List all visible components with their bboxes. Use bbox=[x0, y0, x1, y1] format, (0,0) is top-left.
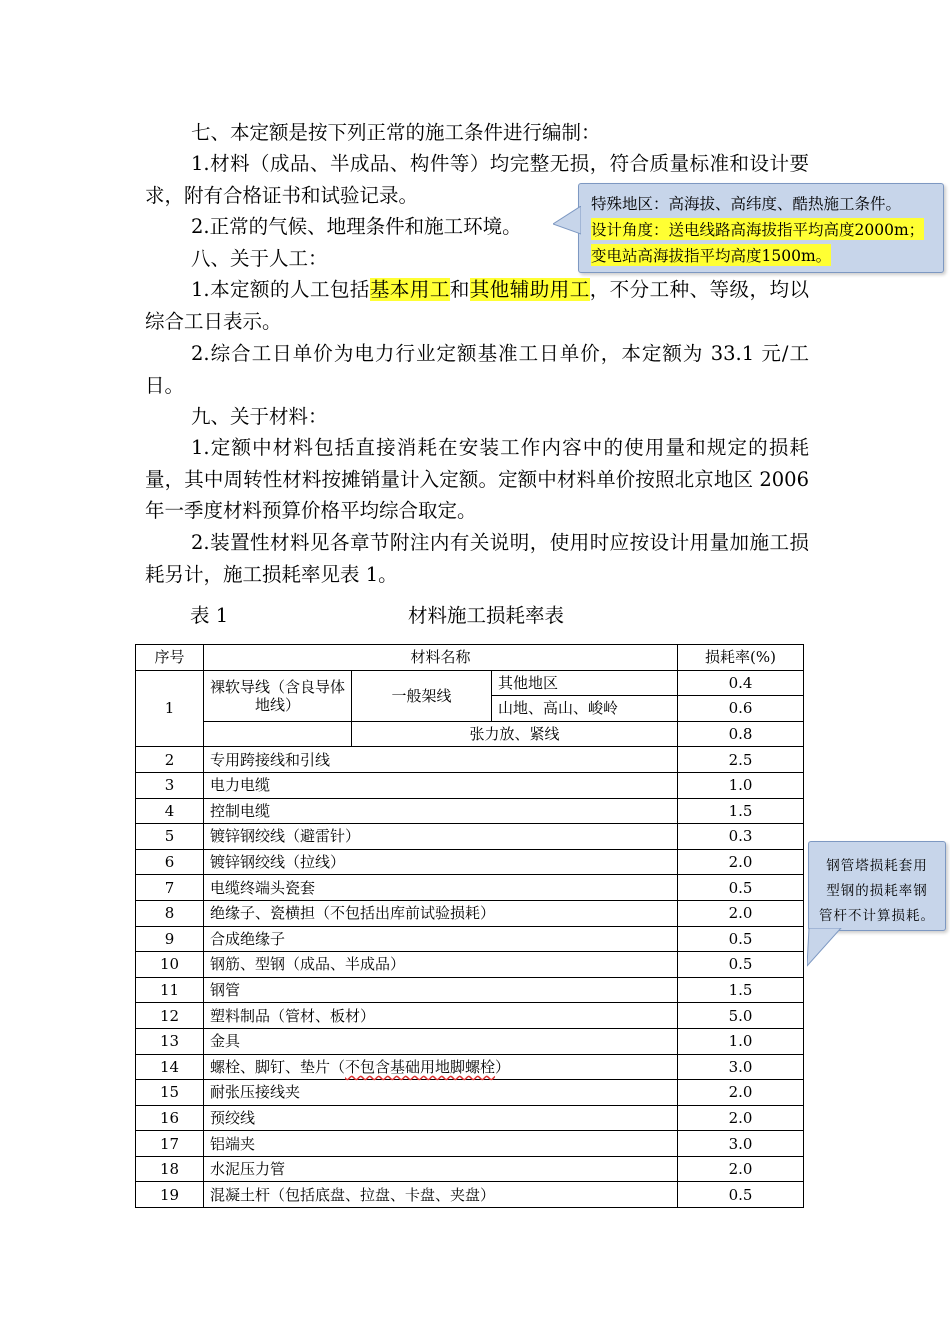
row-rate: 1.0 bbox=[678, 1028, 804, 1054]
row-no: 15 bbox=[136, 1080, 204, 1106]
header-name: 材料名称 bbox=[204, 645, 678, 671]
callout-pointer-icon bbox=[553, 206, 581, 236]
row-no: 6 bbox=[136, 849, 204, 875]
table-row bbox=[136, 1182, 804, 1208]
paragraph-climate-condition: 2.正常的气候、地理条件和施工环境。 bbox=[191, 215, 522, 238]
labor-suffix: ，不分工种、等级，均以综合工日表示。 bbox=[145, 278, 809, 333]
row-no: 18 bbox=[136, 1156, 204, 1182]
paragraph-labor-scope bbox=[145, 274, 809, 337]
callout-steel-pipe bbox=[808, 841, 946, 931]
section-7-heading: 七、本定额是按下列正常的施工条件进行编制： bbox=[191, 121, 601, 144]
table-caption-title: 材料施工损耗率表 bbox=[408, 604, 565, 627]
table-row bbox=[136, 747, 804, 773]
row-name: 混凝土杆（包括底盘、拉盘、卡盘、夹盘） bbox=[204, 1182, 678, 1208]
row1-opt2: 山地、高山、峻岭 bbox=[492, 696, 678, 722]
table-row bbox=[136, 721, 804, 747]
row1-no: 1 bbox=[136, 670, 204, 747]
row1-rate3: 0.8 bbox=[678, 721, 804, 747]
row-no: 8 bbox=[136, 900, 204, 926]
row-no: 17 bbox=[136, 1131, 204, 1157]
row-rate: 2.0 bbox=[678, 849, 804, 875]
row-no: 7 bbox=[136, 875, 204, 901]
row-name: 铝端夹 bbox=[204, 1131, 678, 1157]
table-row bbox=[136, 875, 804, 901]
highlight-aux-labor: 其他辅助用工 bbox=[469, 278, 590, 301]
row14-name-a: 螺栓、脚钉、垫片（ bbox=[210, 1057, 346, 1076]
row-rate: 0.5 bbox=[678, 952, 804, 978]
row-name bbox=[204, 1054, 678, 1080]
paragraph-material-price: 1.定额中材料包括直接消耗在安装工作内容中的使用量和规定的损耗量，其中周转性材料按摊销量计入定额。定额中材料单价按照北京地区 2006 年一季度材料预算价格平均综合取定。 bbox=[145, 436, 809, 523]
row-name: 塑料制品（管材、板材） bbox=[204, 1003, 678, 1029]
row-name: 控制电缆 bbox=[204, 798, 678, 824]
row-rate: 2.0 bbox=[678, 1105, 804, 1131]
paragraph-materials-condition: 1.材料（成品、半成品、构件等）均完整无损，符合质量标准和设计要求，附有合格证书和试验记录。 bbox=[145, 152, 809, 207]
table-row bbox=[136, 900, 804, 926]
row-name: 钢管 bbox=[204, 977, 678, 1003]
row-no: 16 bbox=[136, 1105, 204, 1131]
row-rate: 1.0 bbox=[678, 772, 804, 798]
row-rate: 0.3 bbox=[678, 824, 804, 850]
row-rate: 0.5 bbox=[678, 1182, 804, 1208]
paragraph-labor-price: 2.综合工日单价为电力行业定额基准工日单价，本定额为 33.1 元/工日。 bbox=[145, 342, 809, 397]
row1-rate1: 0.4 bbox=[678, 670, 804, 696]
row-rate: 0.5 bbox=[678, 875, 804, 901]
header-rate: 损耗率(%) bbox=[678, 645, 804, 671]
row-rate: 1.5 bbox=[678, 798, 804, 824]
table-row bbox=[136, 952, 804, 978]
row-rate: 1.5 bbox=[678, 977, 804, 1003]
row-rate: 2.0 bbox=[678, 1156, 804, 1182]
table-row bbox=[136, 1003, 804, 1029]
row1-blank bbox=[204, 721, 352, 747]
row-name: 绝缘子、瓷横担（不包括出库前试验损耗） bbox=[204, 900, 678, 926]
table-row bbox=[136, 926, 804, 952]
row-no: 3 bbox=[136, 772, 204, 798]
row1-name: 裸软导线（含良导体地线） bbox=[204, 670, 352, 721]
table-row bbox=[136, 1028, 804, 1054]
row14-name-underlined: 不包含基础用地脚螺栓 bbox=[345, 1057, 496, 1076]
table-row bbox=[136, 977, 804, 1003]
row1-sub: 一般架线 bbox=[352, 670, 492, 721]
table-caption-label: 表 1 bbox=[190, 604, 229, 627]
row-no: 4 bbox=[136, 798, 204, 824]
row-rate: 3.0 bbox=[678, 1054, 804, 1080]
row-no: 19 bbox=[136, 1182, 204, 1208]
row-name: 合成绝缘子 bbox=[204, 926, 678, 952]
row-name: 镀锌钢绞线（拉线） bbox=[204, 849, 678, 875]
row-rate: 2.5 bbox=[678, 747, 804, 773]
row-name: 专用跨接线和引线 bbox=[204, 747, 678, 773]
row1-rate2: 0.6 bbox=[678, 696, 804, 722]
highlight-basic-labor: 基本用工 bbox=[369, 278, 450, 301]
row14-name-b: ） bbox=[495, 1057, 511, 1076]
row-rate: 2.0 bbox=[678, 1080, 804, 1106]
table-row bbox=[136, 1156, 804, 1182]
callout1-line3: 变电站高海拔指平均高度1500m。 bbox=[591, 244, 831, 266]
section-9-heading: 九、关于材料： bbox=[191, 405, 328, 428]
table-row bbox=[136, 772, 804, 798]
callout2-line2: 型钢的损耗率钢 bbox=[826, 883, 928, 899]
paragraph-loss-rate: 2.装置性材料见各章节附注内有关说明，使用时应按设计用量加施工损耗另计，施工损耗率见表 1。 bbox=[145, 531, 809, 586]
row-name: 预绞线 bbox=[204, 1105, 678, 1131]
callout2-line3: 管杆不计算损耗。 bbox=[819, 908, 935, 924]
table-row bbox=[136, 798, 804, 824]
row-name: 电力电缆 bbox=[204, 772, 678, 798]
row-no: 12 bbox=[136, 1003, 204, 1029]
table-row bbox=[136, 824, 804, 850]
labor-prefix: 1.本定额的人工包括 bbox=[191, 278, 370, 301]
row-name: 镀锌钢绞线（避雷针） bbox=[204, 824, 678, 850]
row-name: 金具 bbox=[204, 1028, 678, 1054]
row-no: 14 bbox=[136, 1054, 204, 1080]
callout2-line1: 钢管塔损耗套用 bbox=[826, 858, 928, 874]
row-no: 10 bbox=[136, 952, 204, 978]
row1-opt3: 张力放、紧线 bbox=[352, 721, 678, 747]
row-rate: 0.5 bbox=[678, 926, 804, 952]
table-row bbox=[136, 1054, 804, 1080]
row-name: 钢筋、型钢（成品、半成品） bbox=[204, 952, 678, 978]
loss-rate-table bbox=[135, 644, 804, 1208]
callout1-line2: 设计角度：送电线路高海拔指平均高度2000m； bbox=[591, 218, 924, 240]
row-no: 11 bbox=[136, 977, 204, 1003]
row-rate: 3.0 bbox=[678, 1131, 804, 1157]
row-name: 电缆终端头瓷套 bbox=[204, 875, 678, 901]
row-no: 9 bbox=[136, 926, 204, 952]
table-row bbox=[136, 670, 804, 696]
row-name: 水泥压力管 bbox=[204, 1156, 678, 1182]
labor-mid: 和 bbox=[449, 278, 470, 301]
table-row bbox=[136, 849, 804, 875]
table-row bbox=[136, 1105, 804, 1131]
row1-opt1: 其他地区 bbox=[492, 670, 678, 696]
header-no: 序号 bbox=[136, 645, 204, 671]
table-row bbox=[136, 1131, 804, 1157]
callout-pointer-icon bbox=[807, 928, 847, 968]
callout1-line1: 特殊地区：高海拔、高纬度、酷热施工条件。 bbox=[591, 195, 902, 213]
row-no: 13 bbox=[136, 1028, 204, 1054]
table-row bbox=[136, 1080, 804, 1106]
row-name: 耐张压接线夹 bbox=[204, 1080, 678, 1106]
row-rate: 2.0 bbox=[678, 900, 804, 926]
row-rate: 5.0 bbox=[678, 1003, 804, 1029]
callout-special-areas bbox=[578, 183, 944, 273]
row-no: 5 bbox=[136, 824, 204, 850]
row-no: 2 bbox=[136, 747, 204, 773]
section-8-heading: 八、关于人工： bbox=[191, 247, 328, 270]
table-header-row bbox=[136, 645, 804, 671]
